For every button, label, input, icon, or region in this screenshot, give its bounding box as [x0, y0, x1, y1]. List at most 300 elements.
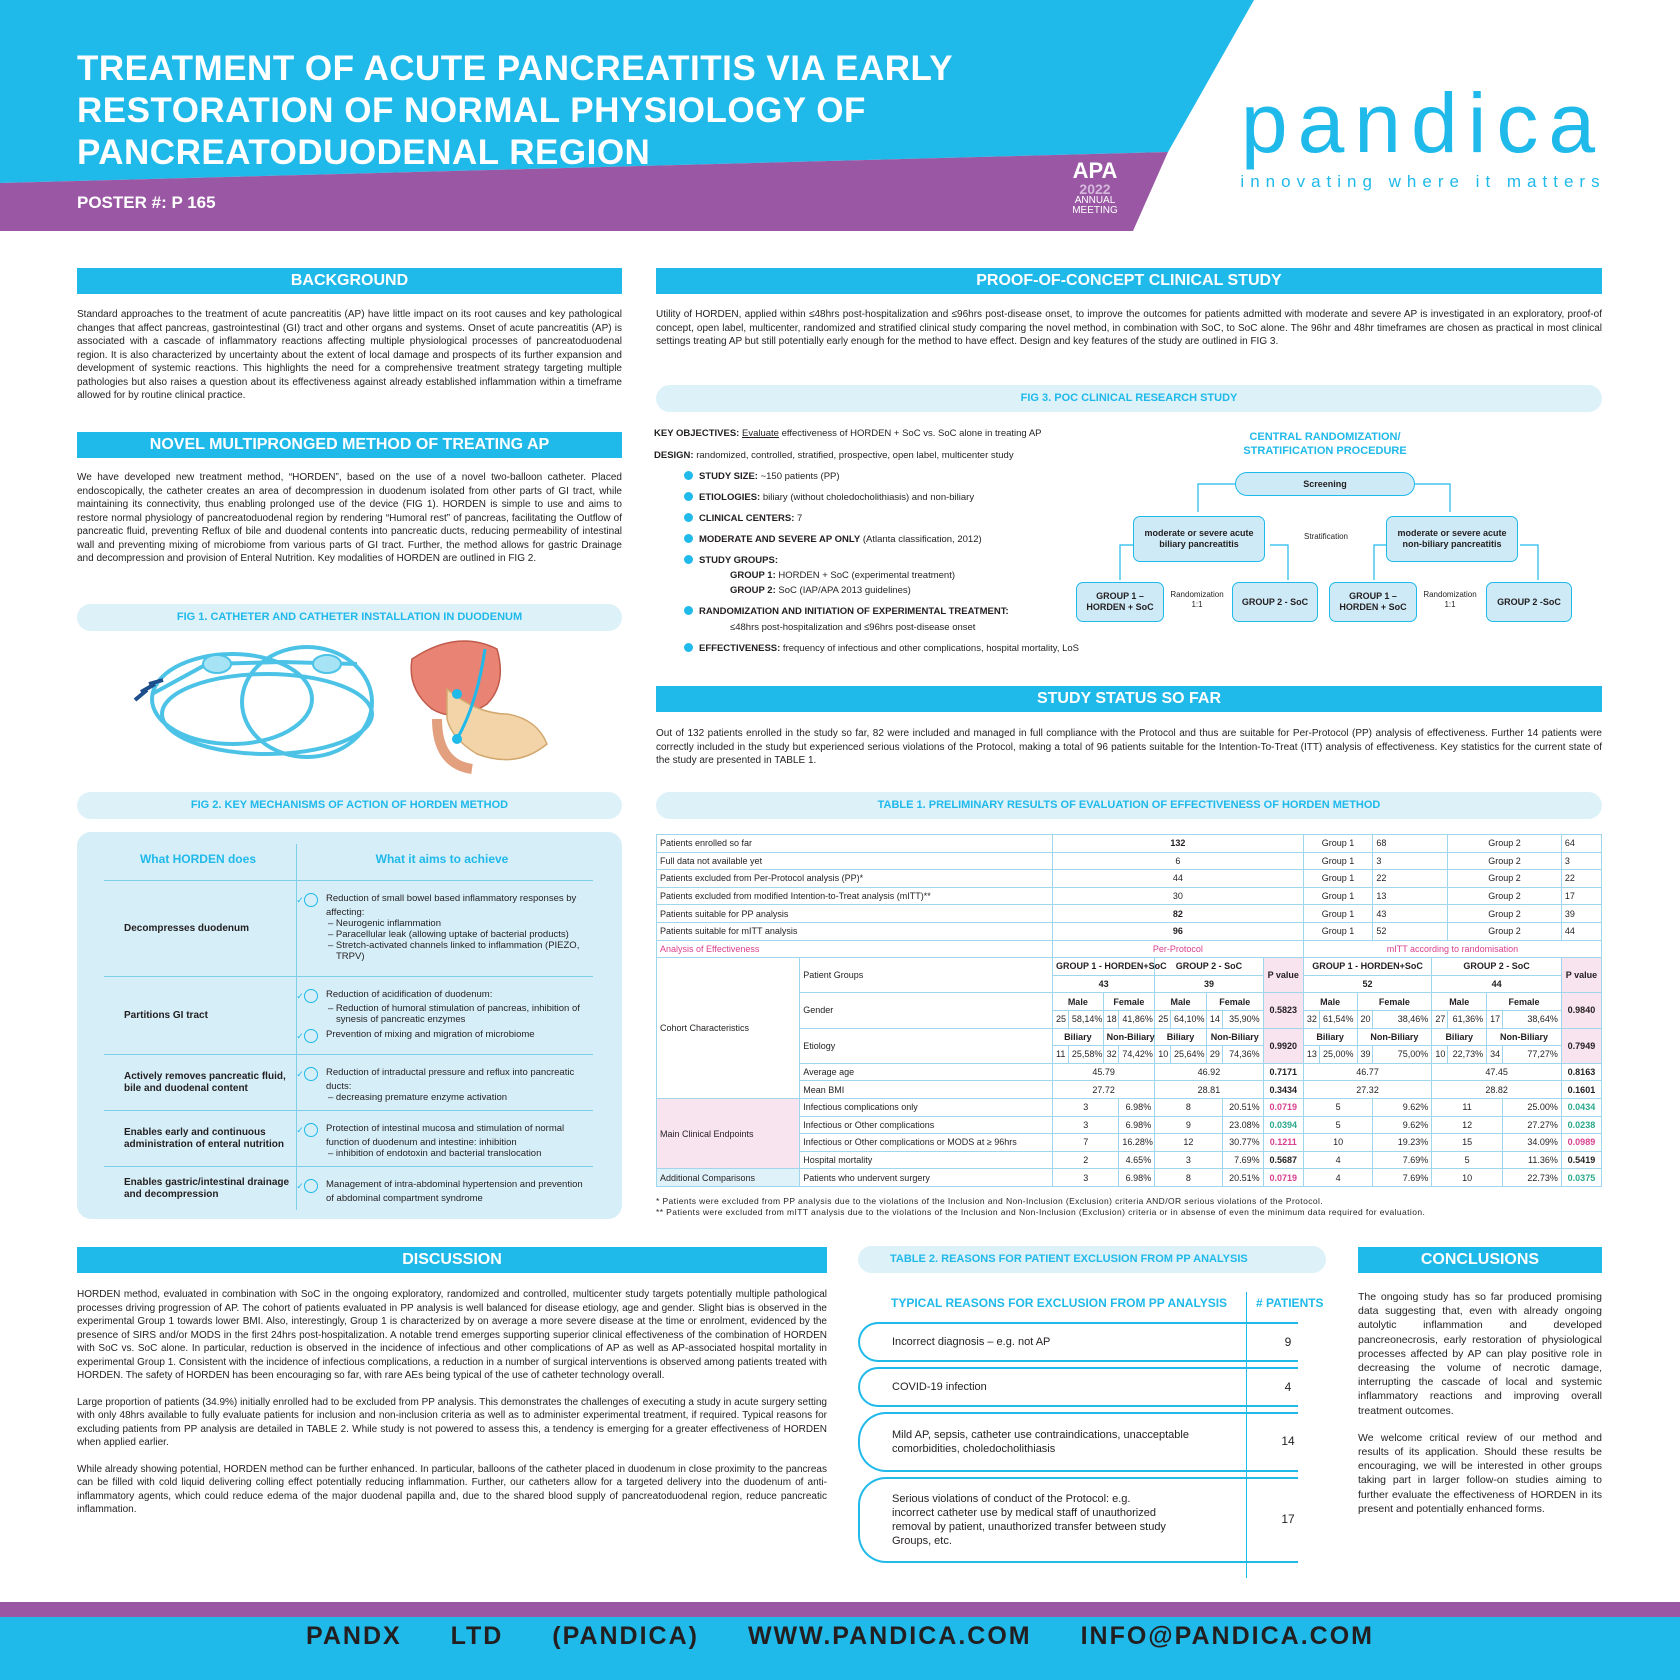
table1-note2: ** Patients were excluded from mITT analysis due to the violations of the Inclusion and Non-Inclusion (Exclusion) criteria or in absense of even the minimum data required for evaluation. — [656, 1207, 1426, 1217]
summary-row — [657, 922, 1602, 940]
effectiveness-label: EFFECTIVENESS: — [699, 643, 781, 654]
percent: 22.73% — [1502, 1169, 1561, 1187]
group1-label: Group 1 — [1303, 852, 1373, 870]
flow-title-line1: CENTRAL RANDOMIZATION/ — [1249, 431, 1401, 443]
subheader: Female — [1103, 993, 1155, 1011]
mechanism-sub: – Stretch-activated channels linked to inflammation (PIEZO, TRPV) — [328, 940, 580, 962]
background-text: Standard approaches to the treatment of acute pancreatitis (AP) have little impact on its root causes and key pathological changes that affect pancreas, gastrointestinal (GI) tract and other organs and systems. Onset of acute pancreatitis (AP) is associated with a cascade of inflammatory reactions affecting multiple physiological processes of pancreatoduodenal region. It is also characterized by uncertainty about the extent of local damage and prospects of its further expansion and development of systemic reactions. This highlights the need for a comprehensive treatment strategy targeting multiple pathologies but also raises a question about its effectiveness against already established inflammation within a timeframe allowed for by routine clinical practice. — [77, 309, 622, 401]
mitt-label: mITT according to randomisation — [1303, 940, 1601, 958]
bullet-icon — [684, 555, 693, 564]
table2-caption: TABLE 2. REASONS FOR PATIENT EXCLUSION FROM PP ANALYSIS — [858, 1246, 1326, 1273]
percent: 11.36% — [1502, 1151, 1561, 1169]
pp-group2-header: GROUP 2 - SoC — [1155, 958, 1263, 976]
cohort-label: Cohort Characteristics — [657, 958, 800, 1099]
flow-biliary: moderate or severe acute biliary pancreatitis — [1133, 516, 1265, 562]
pp-group2-value: 28.81 — [1155, 1081, 1263, 1099]
poster-number: POSTER #: P 165 — [77, 193, 216, 212]
subheader: Biliary — [1303, 1028, 1357, 1046]
stat-label: Mean BMI — [800, 1081, 1053, 1099]
mechanism-action: Actively removes pancreatic fluid, bile and duodenal content — [124, 1070, 286, 1094]
percent: 23.08% — [1222, 1116, 1263, 1134]
summary-label: Patients excluded from modified Intention-to-Treat analysis (mITT)** — [657, 887, 1053, 905]
summary-row — [657, 835, 1602, 853]
footer-website-link[interactable]: WWW.PANDICA.COM — [747, 1622, 1032, 1650]
group2-label: GROUP 2: — [730, 585, 776, 596]
stat-value: 17 — [1487, 1010, 1503, 1028]
table2-col2-header: # PATIENTS — [1256, 1296, 1324, 1310]
table2-col1-header: TYPICAL REASONS FOR EXCLUSION FROM PP ANALYSIS — [891, 1296, 1228, 1310]
endpoint-label: Infectious or Other complications or MODS at ≥ 96hrs — [800, 1134, 1053, 1152]
catheter-balloon-2 — [313, 655, 341, 673]
group2-count: 44 — [1561, 922, 1601, 940]
p-value: 0.0434 — [1561, 1098, 1601, 1116]
group1-count: 68 — [1373, 835, 1448, 853]
discussion-text — [77, 1288, 827, 1530]
catheter-figure — [77, 624, 622, 778]
stat-value: 13 — [1303, 1046, 1319, 1064]
status-text: Out of 132 patients enrolled in the study so far, 82 were included and managed in full compliance with the Protocol and thus are suitable for Per-Protocol (PP) analysis of effectiveness. Further 14 patients were correctly included in the study but experienced serious violations of the Protocol, making a total of 96 patients suitable for the Intention-To-Treat (ITT) analysis of effectiveness. Key statistics for the current state of the study are presented in TABLE 1. — [656, 728, 1602, 766]
moderate-text: (Atlanta classification, 2012) — [860, 534, 982, 545]
p-value: 0.0719 — [1263, 1169, 1303, 1187]
endpoint-row — [657, 1098, 1602, 1116]
p-value: 0.5823 — [1263, 993, 1303, 1028]
count: 10 — [1303, 1134, 1373, 1152]
stat-value: 11 — [1053, 1046, 1069, 1064]
duodenum-illustration — [411, 641, 547, 769]
stat-value: 25 — [1155, 1010, 1171, 1028]
count: 11 — [1432, 1098, 1503, 1116]
flow-group2-b: GROUP 2 -SoC — [1486, 582, 1572, 622]
stat-value: 25,64% — [1171, 1046, 1207, 1064]
gender-label: Gender — [800, 993, 1053, 1028]
p-value: 0.5687 — [1263, 1151, 1303, 1169]
group1-label: GROUP 1: — [730, 570, 776, 581]
mechanism-sub: – Reduction of humoral stimulation of pancreas, inhibition of synesis of pancreatic enzymes — [328, 1003, 580, 1025]
poc-heading: PROOF-OF-CONCEPT CLINICAL STUDY — [656, 268, 1602, 294]
count: 5 — [1303, 1098, 1373, 1116]
fig2-col1-header: What HORDEN does — [139, 852, 256, 866]
table1-caption: TABLE 1. PRELIMINARY RESULTS OF EVALUATION OF EFFECTIVENESS OF HORDEN METHOD — [656, 792, 1602, 819]
stat-value: 35,90% — [1222, 1010, 1263, 1028]
mechanisms-panel — [77, 832, 622, 1219]
p-value: 0.0394 — [1263, 1116, 1303, 1134]
p-value: 0.7949 — [1561, 1028, 1601, 1063]
bullet-icon — [684, 606, 693, 615]
stat-value: 27 — [1432, 1010, 1448, 1028]
stat-value: 25,58% — [1068, 1046, 1103, 1064]
subheader: Female — [1487, 993, 1562, 1011]
p-value: 0.1601 — [1561, 1081, 1601, 1099]
count: 2 — [1053, 1151, 1119, 1169]
p-value: 0.3434 — [1263, 1081, 1303, 1099]
table2-count: 14 — [1281, 1434, 1295, 1448]
table2-count: 17 — [1281, 1512, 1295, 1526]
subheader: Male — [1053, 993, 1104, 1011]
main-endpoints-label: Main Clinical Endpoints — [657, 1098, 800, 1168]
stat-value: 58,14% — [1068, 1010, 1103, 1028]
conclusions-p2: We welcome critical review of our method and results of its application. Should these results be encouraging, we will be interested in other groups taking part in larger follow-on studies aiming to further evaluate the effectiveness of HORDEN in its present and potentially enhanced forms. — [1358, 1431, 1602, 1515]
novel-method-heading: NOVEL MULTIPRONGED METHOD OF TREATING AP — [77, 432, 622, 458]
size-label: STUDY SIZE: — [699, 471, 758, 482]
discussion-p1: HORDEN method, evaluated in combination with SoC in the ongoing exploratory, randomized and controlled, multicenter study targets potentially multiple pathological processes driving progression of AP. The cohort of patients evaluated in PP analysis is well balanced for disease etiology, age and gender. Slight bias is observed in the experimental Group 1 towards lower BMI. Also, interestingly, Group 1 is characterized by on average a more severe disease at the time or enrolment, evidenced by the presence of SIRS and/or MODS in the first 24hrs post-hospitalization. A notable trend emerges supporting superior clinical effectiveness of the combination of HORDEN with SoC vs. SoC alone. In particular, reduction is observed in the incidence of infectious and other complications of AP as well as AP-associated hospital mortality in experimental Group 1. Consistent with the incidence of infectious complications, a reduction in a number of surgical interventions is observed among patients treated with HORDEN. The safety of HORDEN has been encouraging so far, with rare AEs being typical of the use of catheter technology overall. — [77, 1289, 827, 1381]
p-value: 0.1211 — [1263, 1134, 1303, 1152]
flow-group2-a: GROUP 2 - SoC — [1232, 582, 1318, 622]
p-value: 0.9840 — [1561, 993, 1601, 1028]
summary-row — [657, 905, 1602, 923]
p-value: 0.9920 — [1263, 1028, 1303, 1063]
check-icon: ✓ — [304, 989, 318, 1003]
percent: 25.00% — [1502, 1098, 1561, 1116]
percent: 9.62% — [1373, 1098, 1432, 1116]
pp-pvalue-header: P value — [1263, 958, 1303, 993]
flow-title-line2: STRATIFICATION PROCEDURE — [1243, 445, 1407, 457]
count: 4 — [1303, 1151, 1373, 1169]
mitt-group1-header: GROUP 1 - HORDEN+SoC — [1303, 958, 1432, 976]
subheader: Male — [1155, 993, 1207, 1011]
stat-value: 20 — [1357, 1010, 1373, 1028]
mechanism-sub: – inhibition of endotoxin and bacterial translocation — [328, 1148, 542, 1159]
table2-row: Serious violations of conduct of the Protocol: e.g. incorrect catheter use by medical staff of unauthorized removal by patient, unauthorized transfer between study Groups, etc. — [858, 1477, 1298, 1563]
table2-row: COVID-19 infection — [858, 1367, 1298, 1407]
group2-text: SoC (IAP/APA 2013 guidelines) — [775, 585, 911, 596]
stat-value: 10 — [1432, 1046, 1448, 1064]
flow-randomization-a: Randomization 1:1 — [1170, 590, 1224, 609]
stat-value: 61,54% — [1319, 1010, 1357, 1028]
fig2-caption: FIG 2. KEY MECHANISMS OF ACTION OF HORDEN METHOD — [77, 792, 622, 819]
group2-count: 22 — [1561, 870, 1601, 888]
table1-notes — [656, 1196, 1602, 1218]
mitt-group2-value: 28.82 — [1432, 1081, 1562, 1099]
stat-value: 29 — [1206, 1046, 1222, 1064]
flow-group1-a: GROUP 1 – HORDEN + SoC — [1076, 582, 1164, 622]
count: 9 — [1155, 1116, 1222, 1134]
stat-value: 61,36% — [1448, 1010, 1487, 1028]
percent: 7.69% — [1373, 1151, 1432, 1169]
apa-logo — [1060, 160, 1130, 216]
percent: 34.09% — [1502, 1134, 1561, 1152]
stat-value: 38,64% — [1502, 1010, 1561, 1028]
background-heading: BACKGROUND — [77, 268, 622, 294]
subheader: Female — [1206, 993, 1263, 1011]
summary-label: Patients enrolled so far — [657, 835, 1053, 853]
summary-total: 44 — [1053, 870, 1304, 888]
apa-logo-text: APA — [1072, 158, 1118, 183]
mitt-group1-n: 52 — [1303, 975, 1432, 993]
mechanism-aim: Reduction of small bowel based inflammatory responses by affecting: — [326, 893, 577, 918]
mechanism-row — [104, 880, 593, 976]
group2-label: Group 2 — [1448, 852, 1562, 870]
fig1-caption: FIG 1. CATHETER AND CATHETER INSTALLATION IN DUODENUM — [77, 604, 622, 631]
percent: 16.28% — [1119, 1134, 1155, 1152]
stat-value: 18 — [1103, 1010, 1119, 1028]
objectives-verb: Evaluate — [742, 428, 779, 439]
stat-value: 32 — [1103, 1046, 1119, 1064]
count: 15 — [1432, 1134, 1503, 1152]
stat-value: 74,42% — [1119, 1046, 1155, 1064]
count: 5 — [1303, 1116, 1373, 1134]
stat-value: 22,73% — [1448, 1046, 1487, 1064]
mechanism-aim: Protection of intestinal mucosa and stimulation of normal function of duodenum and intestine: inhibition — [326, 1123, 565, 1148]
table1-note1: * Patients were excluded from PP analysis due to the violations of the Inclusion and Non-Inclusion (Exclusion) criteria AND/OR serious violations of the Protocol. — [656, 1196, 1324, 1206]
size-text: ~150 patients (PP) — [757, 471, 840, 482]
stat-value: 34 — [1487, 1046, 1503, 1064]
summary-label: Patients excluded from Per-Protocol analysis (PP)* — [657, 870, 1053, 888]
footer-purple-band — [0, 1602, 1680, 1617]
group1-count: 43 — [1373, 905, 1448, 923]
p-value: 0.5419 — [1561, 1151, 1601, 1169]
stat-value: 75,00% — [1373, 1046, 1432, 1064]
percent: 6.98% — [1119, 1169, 1155, 1187]
stat-value: 74,36% — [1222, 1046, 1263, 1064]
summary-total: 30 — [1053, 887, 1304, 905]
etiologies-label: ETIOLOGIES: — [699, 492, 761, 503]
p-value: 0.0375 — [1561, 1169, 1601, 1187]
group1-count: 13 — [1373, 887, 1448, 905]
summary-label: Full data not available yet — [657, 852, 1053, 870]
flow-stratification: Stratification — [1303, 532, 1349, 541]
percent: 9.62% — [1373, 1116, 1432, 1134]
count: 10 — [1432, 1169, 1503, 1187]
mitt-pvalue-header: P value — [1561, 958, 1601, 993]
flow-screening: Screening — [1235, 472, 1415, 496]
catheter-balloon-1 — [203, 655, 231, 673]
mechanism-action: Enables early and continuous administration of enteral nutrition — [124, 1126, 285, 1150]
p-value: 0.0238 — [1561, 1116, 1601, 1134]
flow-randomization-b: Randomization 1:1 — [1423, 590, 1477, 609]
analysis-label: Analysis of Effectiveness — [657, 940, 1053, 958]
p-value: 0.7171 — [1263, 1063, 1303, 1081]
pandica-logo — [1238, 78, 1608, 192]
centers-label: CLINICAL CENTERS: — [699, 513, 795, 524]
percent: 20.51% — [1222, 1098, 1263, 1116]
count: 8 — [1155, 1098, 1222, 1116]
conclusions-text — [1358, 1290, 1602, 1529]
mechanism-sub: – Paracellular leak (allowing uptake of bacterial products) — [328, 929, 569, 940]
apa-logo-year: 2022 — [1079, 181, 1111, 197]
summary-row — [657, 870, 1602, 888]
percent: 7.69% — [1222, 1151, 1263, 1169]
mitt-group2-header: GROUP 2 - SoC — [1432, 958, 1562, 976]
fig3-caption: FIG 3. POC CLINICAL RESEARCH STUDY — [656, 385, 1602, 412]
mechanism-aim: Reduction of intraductal pressure and reflux into pancreatic ducts: — [326, 1067, 575, 1092]
group2-label: Group 2 — [1448, 870, 1562, 888]
centers-text: 7 — [794, 513, 803, 524]
group1-label: Group 1 — [1303, 905, 1373, 923]
stat-value: 25 — [1053, 1010, 1069, 1028]
endpoint-row — [657, 1169, 1602, 1187]
fig2-col2-header: What it aims to achieve — [375, 852, 509, 866]
bullet-icon — [684, 492, 693, 501]
summary-total: 6 — [1053, 852, 1304, 870]
summary-row — [657, 887, 1602, 905]
percent: 27.27% — [1502, 1116, 1561, 1134]
mitt-group2-value: 47.45 — [1432, 1063, 1562, 1081]
summary-total: 132 — [1053, 835, 1304, 853]
subheader: Biliary — [1155, 1028, 1207, 1046]
group2-label: Group 2 — [1448, 887, 1562, 905]
mechanism-aim: Reduction of acidification of duodenum: — [326, 989, 493, 1000]
subheader: Non-Biliary — [1487, 1028, 1562, 1046]
mechanism-action: Decompresses duodenum — [124, 922, 250, 934]
bullet-icon — [684, 534, 693, 543]
mechanism-aim: Prevention of mixing and migration of microbiome — [326, 1029, 535, 1040]
percent: 6.98% — [1119, 1098, 1155, 1116]
stat-value: 64,10% — [1171, 1010, 1207, 1028]
table2-row: Incorrect diagnosis – e.g. not AP — [858, 1322, 1298, 1362]
poc-text: Utility of HORDEN, applied within ≤48hrs post-hospitalization and ≤96hrs post-disease onset, to improve the outcomes for patients admitted with moderate and severe AP is investigated in an exploratory, proof-of concept, open label, multicenter, randomized and stratified clinical study comparing the novel method, in combination with SoC, to SoC alone. The 96hr and 48hr timeframes are chosen as practical in most clinical settings treating AP but still potentially early enough for the method to have effect. Design and key features of the study are outlined in FIG 3. — [656, 309, 1602, 347]
group1-label: Group 1 — [1303, 922, 1373, 940]
group2-count: 17 — [1561, 887, 1601, 905]
apa-logo-annual: ANNUAL — [1074, 195, 1116, 206]
brand-name: pandica — [1240, 76, 1606, 170]
pp-group1-value: 27.72 — [1053, 1081, 1155, 1099]
mitt-group2-n: 44 — [1432, 975, 1562, 993]
stat-value: 25,00% — [1319, 1046, 1357, 1064]
stat-value: 10 — [1155, 1046, 1171, 1064]
stat-value: 39 — [1357, 1046, 1373, 1064]
group2-count: 3 — [1561, 852, 1601, 870]
count: 3 — [1053, 1169, 1119, 1187]
subheader: Non-Biliary — [1357, 1028, 1432, 1046]
discussion-heading: DISCUSSION — [77, 1247, 827, 1273]
pp-group2-n: 39 — [1155, 975, 1263, 993]
check-icon: ✓ — [304, 893, 318, 907]
group1-label: Group 1 — [1303, 870, 1373, 888]
conclusions-heading: CONCLUSIONS — [1358, 1247, 1602, 1273]
poster-title: TREATMENT OF ACUTE PANCREATITIS VIA EARLY RESTORATION OF NORMAL PHYSIOLOGY OF PANCREATODUODENAL REGION — [77, 49, 953, 172]
summary-label: Patients suitable for PP analysis — [657, 905, 1053, 923]
percent: 7.69% — [1373, 1169, 1432, 1187]
mechanism-sub: – decreasing premature enzyme activation — [328, 1092, 508, 1103]
endpoint-label: Patients who undervent surgery — [800, 1169, 1053, 1187]
percent: 30.77% — [1222, 1134, 1263, 1152]
table2-count: 9 — [1284, 1335, 1292, 1349]
bullet-icon — [684, 471, 693, 480]
mechanism-sub: – Neurogenic inflammation — [328, 918, 442, 929]
endpoint-label: Hospital mortality — [800, 1151, 1053, 1169]
percent: 20.51% — [1222, 1169, 1263, 1187]
group2-label: Group 2 — [1448, 905, 1562, 923]
summary-row — [657, 852, 1602, 870]
brand-tagline: innovating where it matters — [1240, 172, 1606, 191]
pp-group1-n: 43 — [1053, 975, 1155, 993]
group2-label: Group 2 — [1448, 835, 1562, 853]
check-icon: ✓ — [304, 1067, 318, 1081]
stat-value: 32 — [1303, 1010, 1319, 1028]
endpoint-label: Infectious or Other complications — [800, 1116, 1053, 1134]
footer-email-link[interactable]: INFO@PANDICA.COM — [1080, 1622, 1374, 1650]
randomization-label: RANDOMIZATION AND INITIATION OF EXPERIMENTAL TREATMENT: — [699, 606, 1009, 617]
group1-text: HORDEN + SoC (experimental treatment) — [775, 570, 956, 581]
stat-value: 41,86% — [1119, 1010, 1155, 1028]
subheader: Non-Biliary — [1206, 1028, 1263, 1046]
subheader: Biliary — [1053, 1028, 1104, 1046]
effectiveness-text: frequency of infectious and other complications, hospital mortality, LoS — [780, 643, 1079, 654]
table2-count: 4 — [1284, 1380, 1292, 1394]
group2-count: 64 — [1561, 835, 1601, 853]
flow-group1-b: GROUP 1 – HORDEN + SoC — [1329, 582, 1417, 622]
objectives-label: KEY OBJECTIVES: — [654, 428, 740, 439]
stat-label: Average age — [800, 1063, 1053, 1081]
etiologies-text: biliary (without choledocholithiasis) and non-biliary — [760, 492, 975, 503]
study-design-list — [654, 428, 1104, 655]
group1-count: 3 — [1373, 852, 1448, 870]
conclusions-p1: The ongoing study has so far produced promising data suggesting that, even with already ongoing autolytic inflammation and developed pancreonecrosis, early restoration of physiological processes affected by AP can play positive role in decreasing the volume of necrotic damage, interrupting the cascade of local and systemic inflammatory reactions and improving overall treatment outcomes. — [1358, 1291, 1602, 1417]
count: 8 — [1155, 1169, 1222, 1187]
discussion-p2: Large proportion of patients (34.9%) initially enrolled had to be excluded from PP analysis. This demonstrates the challenges of executing a study in acute surgery setting with only 48hrs available to fully evaluate patients for inclusion and non-inclusion criteria as well as to administer experimental treatment, if required. Typical reasons for excluding patients from PP analysis are detailed in TABLE 2. While study is not powered to assess this, a tendency is emerging for a greater effectiveness of HORDEN when applied earlier. — [77, 1396, 827, 1448]
count: 7 — [1053, 1134, 1119, 1152]
summary-total: 96 — [1053, 922, 1304, 940]
pp-group1-value: 45.79 — [1053, 1063, 1155, 1081]
mechanism-row — [104, 1054, 593, 1110]
endpoint-label: Infectious complications only — [800, 1098, 1053, 1116]
additional-comparisons-label: Additional Comparisons — [657, 1169, 800, 1187]
status-heading: STUDY STATUS SO FAR — [656, 686, 1602, 712]
mechanism-row — [104, 1110, 593, 1166]
count: 3 — [1155, 1151, 1222, 1169]
count: 3 — [1053, 1116, 1119, 1134]
objectives-text: effectiveness of HORDEN + SoC vs. SoC alone in treating AP — [778, 428, 1042, 439]
subheader: Biliary — [1432, 1028, 1487, 1046]
design-label: DESIGN: — [654, 450, 694, 461]
group2-label: Group 2 — [1448, 922, 1562, 940]
p-value: 0.8163 — [1561, 1063, 1601, 1081]
group1-label: Group 1 — [1303, 887, 1373, 905]
stat-value: 77,27% — [1502, 1046, 1561, 1064]
footer-company: PANDX LTD (PANDICA) — [306, 1622, 699, 1650]
subheader: Male — [1432, 993, 1487, 1011]
group1-count: 22 — [1373, 870, 1448, 888]
mechanism-action: Enables gastric/intestinal drainage and decompression — [124, 1176, 290, 1200]
pp-group2-value: 46.92 — [1155, 1063, 1263, 1081]
mechanism-aim: Management of intra-abdominal hypertension and prevention of abdominal compartment syndrome — [326, 1179, 583, 1204]
mechanism-row — [104, 1166, 593, 1210]
group1-label: Group 1 — [1303, 835, 1373, 853]
p-value: 0.0989 — [1561, 1134, 1601, 1152]
mitt-group1-value: 27.32 — [1303, 1081, 1432, 1099]
flow-nonbiliary: moderate or severe acute non-biliary pancreatitis — [1386, 516, 1518, 562]
pp-label: Per-Protocol — [1053, 940, 1304, 958]
percent: 4.65% — [1119, 1151, 1155, 1169]
group1-count: 52 — [1373, 922, 1448, 940]
results-table — [656, 834, 1602, 1187]
bullet-icon — [684, 513, 693, 522]
check-icon: ✓ — [304, 1123, 318, 1137]
stat-value: 14 — [1206, 1010, 1222, 1028]
summary-label: Patients suitable for mITT analysis — [657, 922, 1053, 940]
count: 4 — [1303, 1169, 1373, 1187]
novel-method-text: We have developed new treatment method, “HORDEN”, based on the use of a novel two-balloon catheter. Placed endoscopically, the catheter creates an area of decompression in duodenum isolated from other parts of GI tract, while maintaining its connectivity, thus enabling prolonged use of the device (FIG 1). HORDEN is simple to use and aims to restore normal physiology of pancreatoduodenal region by rendering “Humoral rest” of pancreas, facilitating the Outflow of pancreatic fluid, preventing Reflux of bile and duodenal contents into pancreatic ducts, reducing permeability of intestinal wall and preventing mixing of microbiome from various parts of GI tract. Further, the method allows for gastric Drainage and decompression and provision of Enteral Nutrition. Key modalities of HORDEN are outlined in FIG 2. — [77, 472, 622, 564]
count: 12 — [1432, 1116, 1503, 1134]
summary-total: 82 — [1053, 905, 1304, 923]
table2-row: Mild AP, sepsis, catheter use contraindications, unacceptable comorbidities, choledocholithiasis — [858, 1412, 1298, 1472]
count: 12 — [1155, 1134, 1222, 1152]
group2-count: 39 — [1561, 905, 1601, 923]
p-value: 0.0719 — [1263, 1098, 1303, 1116]
groups-label: STUDY GROUPS: — [699, 555, 779, 566]
mitt-group1-value: 46.77 — [1303, 1063, 1432, 1081]
count: 3 — [1053, 1098, 1119, 1116]
flow-title — [1175, 430, 1475, 458]
subheader: Female — [1357, 993, 1432, 1011]
subheader: Male — [1303, 993, 1357, 1011]
randomization-text: ≤48hrs post-hospitalization and ≤96hrs post-disease onset — [730, 622, 976, 633]
stat-value: 38,46% — [1373, 1010, 1432, 1028]
patient-groups-label: Patient Groups — [800, 958, 1053, 993]
moderate-label: MODERATE AND SEVERE AP ONLY — [699, 534, 861, 545]
bullet-icon — [684, 643, 693, 652]
check-icon: ✓ — [304, 1029, 318, 1043]
